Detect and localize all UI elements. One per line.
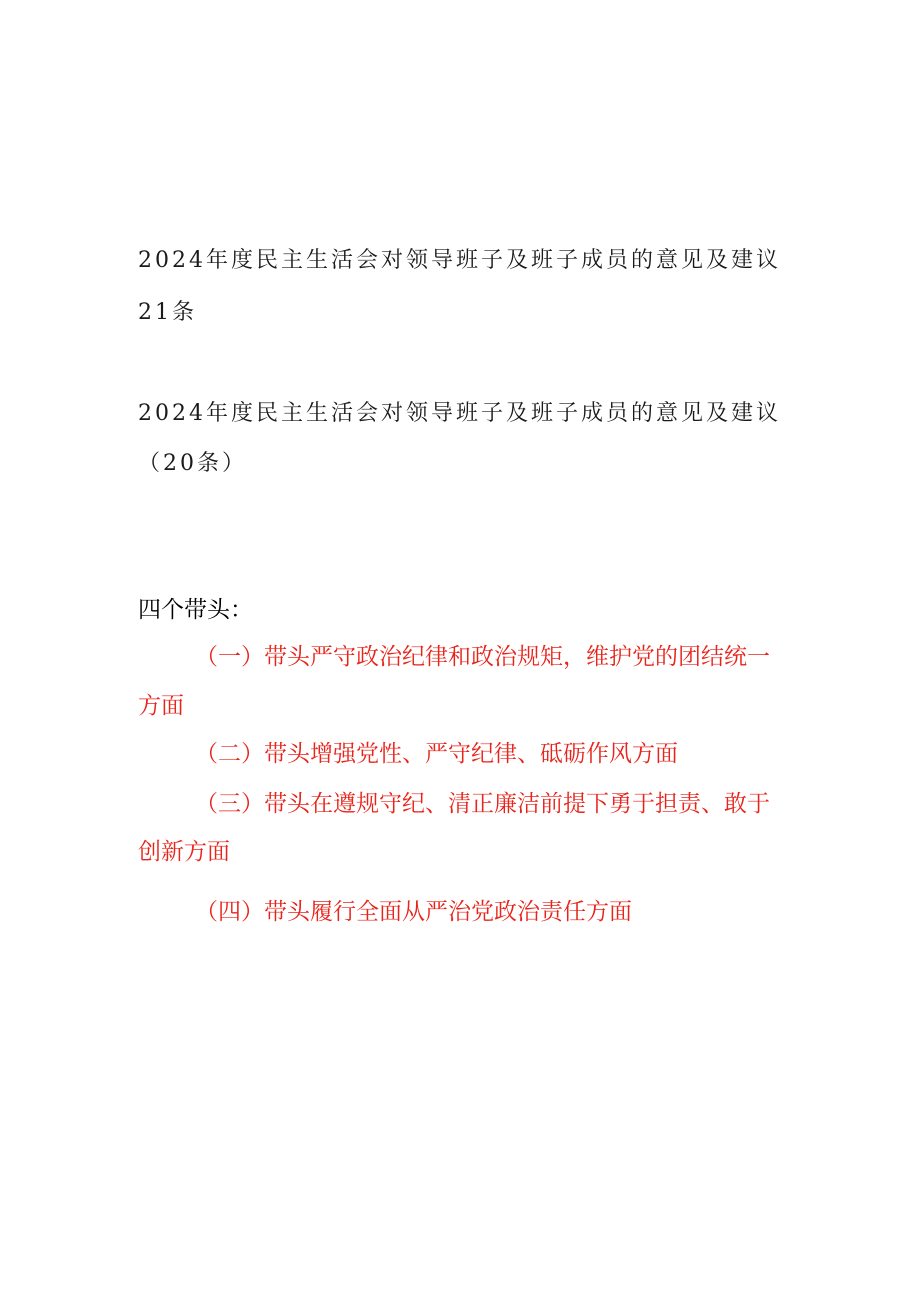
title-2-line-2: （20条） — [138, 451, 247, 476]
title-1-line-1: 2024年度民主生活会对领导班子及班子成员的意见及建议 — [138, 248, 781, 273]
item-4-line-1: （四）带头履行全面从严治党政治责任方面 — [195, 899, 632, 925]
title-1-line-2: 21条 — [138, 300, 197, 325]
item-3-line-2: 创新方面 — [138, 839, 230, 865]
title-2-line-1: 2024年度民主生活会对领导班子及班子成员的意见及建议 — [138, 401, 781, 426]
item-3-line-1: （三）带头在遵规守纪、清正廉洁前提下勇于担责、敢于 — [195, 791, 770, 817]
item-1-line-2: 方面 — [138, 693, 184, 719]
item-2-line-1: （二）带头增强党性、严守纪律、砥砺作风方面 — [195, 741, 678, 767]
section-heading: 四个带头： — [138, 597, 253, 623]
item-1-line-1: （一）带头严守政治纪律和政治规矩，维护党的团结统一 — [195, 644, 770, 670]
